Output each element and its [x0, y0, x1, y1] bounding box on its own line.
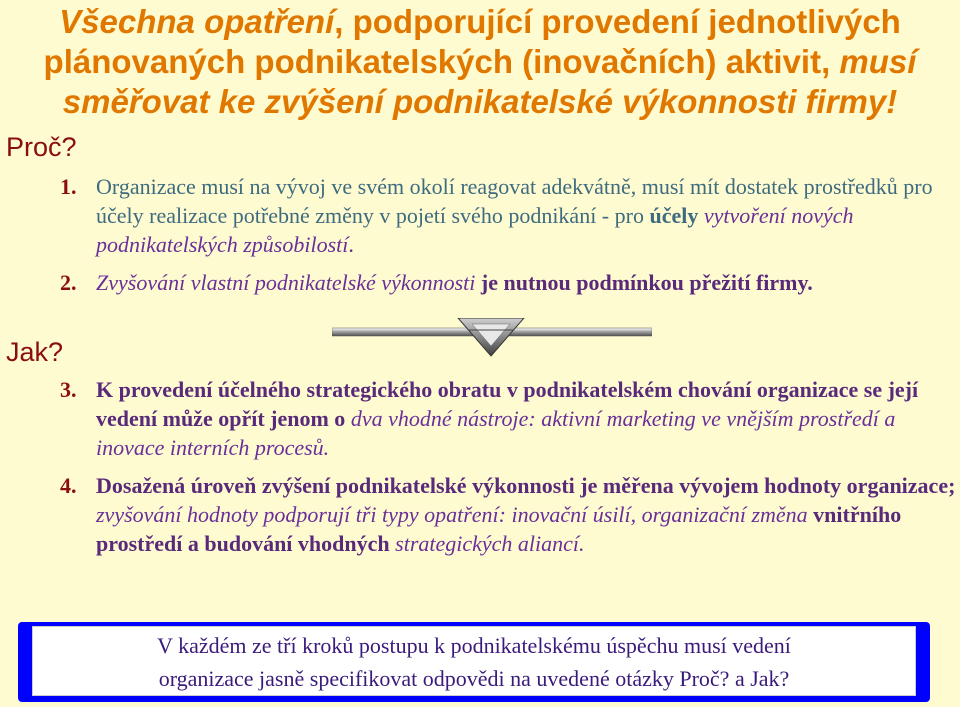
funnel-divider-icon [332, 318, 652, 360]
item4-part4: strategických aliancí. [389, 531, 585, 556]
item4-part2: zvyšování hodnoty podporují tři typy opatření: inovační úsilí, organizační změna [96, 502, 808, 527]
item1-part4: . [348, 232, 354, 257]
item3-part1: K provedení účelného strategického obratu v podnikatelském chování organizace se její vedení [96, 377, 919, 431]
list-item-1 [60, 172, 956, 262]
item4-part1: Dosažená úroveň zvýšení podnikatelské výkonnosti je měřena vývojem hodnoty organizace; [96, 473, 956, 498]
title-line2-italic: musí [839, 43, 917, 80]
item2-part2: je nutnou podmínkou přežití firmy. [475, 270, 813, 295]
conclusion-text [32, 626, 916, 696]
item-text [96, 375, 960, 462]
slide-title [0, 2, 960, 122]
conclusion-box [18, 622, 930, 702]
item-text [96, 172, 960, 259]
title-line2-rest: plánovaných podnikatelských (inovačních) aktivit, [43, 43, 840, 80]
item-number: 3. [60, 377, 77, 402]
title-line1-italic: Všechna opatření [59, 3, 335, 40]
conclusion-line2: organizace jasně specifikovat odpovědi na uvedené otázky Proč? a Jak? [158, 666, 790, 691]
item-number: 1. [60, 174, 77, 199]
item3-part2: může [162, 406, 213, 431]
conclusion-line1: V každém ze tří kroků postupu k podnikatelskému úspěchu musí vedení [157, 633, 791, 658]
item2-part1: Zvyšování vlastní podnikatelské výkonnosti [96, 270, 476, 295]
item4-part3: vnitřního prostředí a budování vhodných [96, 502, 902, 556]
item-text [96, 471, 960, 558]
list-item-3 [60, 375, 956, 465]
question-why: Proč? [6, 132, 77, 162]
item-number: 4. [60, 473, 77, 498]
item3-part3: opřít jenom o [212, 406, 351, 431]
list-item-4 [60, 471, 956, 591]
item-number: 2. [60, 270, 77, 295]
item1-part1: Organizace musí na vývoj ve svém okolí reagovat adekvátně, musí mít dostatek prostředků pro účely realizace potřebné změny v pojetí svého podnikání - pro [96, 174, 933, 228]
title-line1-rest: , podporující provedení jednotlivých [334, 3, 901, 40]
title-line3-italic: směřovat ke zvýšení podnikatelské výkonnosti firmy! [62, 83, 898, 120]
item1-part2: účely [649, 203, 699, 228]
question-how: Jak? [6, 337, 64, 367]
item3-part4: dva vhodné nástroje: aktivní marketing ve vnějším prostředí a inovace interních procesů. [96, 406, 896, 460]
item1-part3: vytvoření nových podnikatelských způsobilostí [96, 203, 854, 257]
item-text [96, 268, 960, 297]
